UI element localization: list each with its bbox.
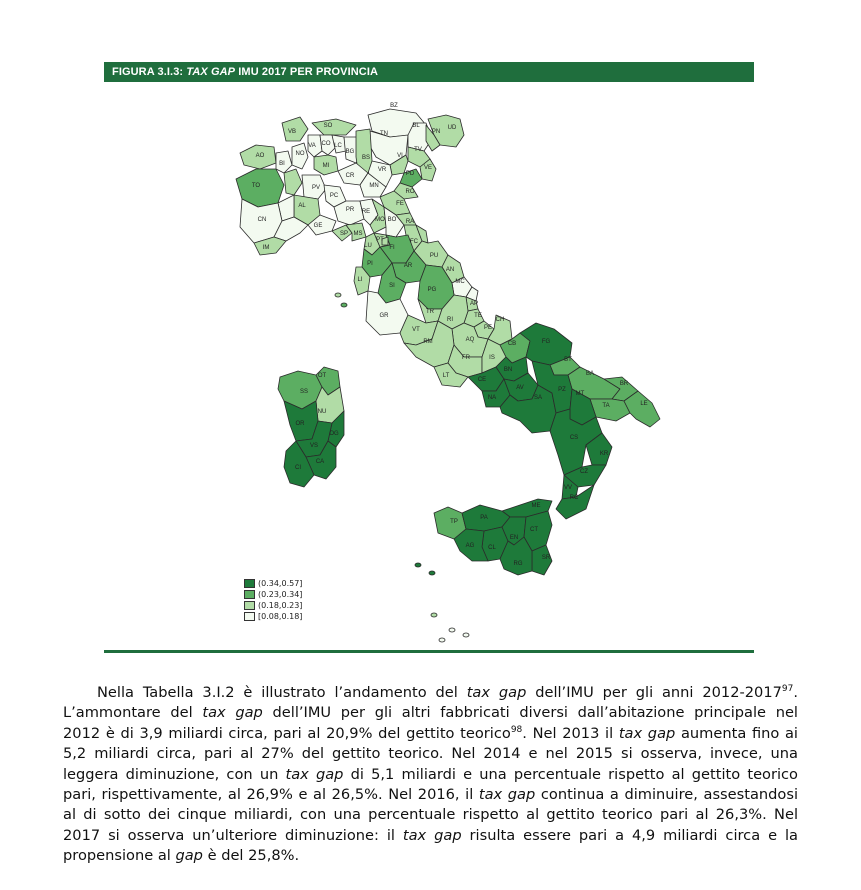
province-label-pg: PG (427, 287, 437, 293)
province-label-tr: TR (426, 309, 434, 315)
island-shape (335, 293, 341, 297)
footnote-ref[interactable]: 98 (510, 724, 523, 735)
province-label-mt: MT (575, 391, 585, 397)
province-label-bs: BS (361, 155, 371, 161)
legend-swatch (244, 601, 255, 610)
legend-item-class1: (0.34,0.57] (244, 578, 302, 589)
province-label-cs: CS (569, 435, 579, 441)
text-line: L’ammontare del tax gap dell’IMU per gli altri fabbricati diversi dall’abitazione principale nel (63, 704, 798, 722)
province-pr (334, 201, 364, 225)
province-label-ar: AR (403, 263, 413, 269)
province-label-kr: KR (599, 451, 609, 457)
island-shape (429, 571, 435, 575)
province-label-bn: BN (503, 367, 513, 373)
province-label-mn: MN (369, 183, 379, 189)
province-label-ve: VE (423, 165, 433, 171)
province-label-ap: AP (469, 301, 479, 307)
legend-swatch (244, 590, 255, 599)
province-label-ba: BA (585, 371, 595, 377)
section-divider (104, 650, 754, 653)
province-label-bo: BO (387, 217, 397, 223)
province-label-vr: VR (377, 167, 387, 173)
province-label-og: OG (329, 431, 339, 437)
province-label-ao: AO (255, 153, 265, 159)
province-label-sp: SP (339, 231, 349, 237)
province-label-pc: PC (329, 193, 339, 199)
island-shape (341, 303, 347, 307)
province-label-bi: BI (279, 161, 285, 167)
province-label-rm: RM (423, 339, 433, 345)
province-label-ca: CA (315, 459, 325, 465)
province-so (312, 119, 356, 135)
province-label-vb: VB (287, 129, 297, 135)
province-label-en: EN (509, 535, 519, 541)
province-label-br: BR (619, 381, 629, 387)
province-label-nu: NU (317, 409, 327, 415)
province-label-pu: PU (429, 253, 439, 259)
province-label-mc: MC (455, 279, 465, 285)
text-line: pari, rispettivamente, al 26,9% e al 26,5%. Nel 2016, il tax gap continua a diminuire, assestandosi (63, 786, 798, 804)
province-label-rg: RG (513, 561, 523, 567)
province-label-ra: RA (405, 219, 415, 225)
legend-swatch (244, 612, 255, 621)
province-label-ms: MS (353, 231, 363, 237)
province-label-cz: CZ (580, 469, 588, 475)
province-label-tv: TV (414, 147, 422, 153)
island-shape (463, 633, 469, 637)
province-label-ch: CH (495, 317, 505, 323)
province-label-vs: VS (309, 443, 319, 449)
figure-title: FIGURA 3.I.3: TAX GAP IMU 2017 PER PROVINCIA (104, 62, 754, 82)
province-label-rc: RC (569, 495, 579, 501)
province-label-vv: VV (563, 485, 573, 491)
province-label-bl: BL (412, 123, 420, 129)
province-label-pr: PR (345, 207, 355, 213)
province-label-pe: PE (483, 325, 493, 331)
province-label-tn: TN (380, 131, 388, 137)
province-label-mi: MI (322, 163, 330, 169)
province-label-ce: CE (477, 377, 487, 383)
province-label-or: OR (295, 421, 305, 427)
legend-swatch (244, 579, 255, 588)
province-label-ag: AG (465, 543, 475, 549)
body-paragraph (63, 683, 798, 867)
province-label-vt: VT (412, 327, 420, 333)
legend-item-class3: (0.18,0.23] (244, 600, 302, 611)
province-label-na: NA (487, 395, 497, 401)
province-label-re: RE (361, 209, 371, 215)
island-shape (439, 638, 445, 642)
province-label-cb: CB (507, 341, 517, 347)
island-shape (431, 613, 437, 617)
province-label-lt: LT (442, 373, 450, 379)
text-line: Nella Tabella 3.I.2 è illustrato l’andamento del tax gap dell’IMU per gli anni 2012-2017$^{97}$. (97, 684, 798, 701)
province-label-cl: CL (488, 545, 496, 551)
province-label-mo: MO (375, 217, 385, 223)
province-label-si: SI (389, 283, 395, 289)
province-label-ri: RI (447, 317, 453, 323)
legend-item-class2: (0.23,0.34] (244, 589, 302, 600)
map-legend (244, 578, 302, 622)
province-label-is: IS (489, 355, 495, 361)
province-label-gr: GR (379, 313, 389, 319)
province-label-pa: PA (480, 515, 488, 521)
province-label-al: AL (298, 203, 306, 209)
province-label-fc: FC (410, 239, 418, 245)
province-label-pz: PZ (558, 387, 566, 393)
province-label-pv: PV (311, 185, 321, 191)
province-label-fe: FE (396, 201, 404, 207)
province-label-ot: OT (317, 373, 327, 379)
italy-province-map (220, 95, 680, 655)
province-label-pn: PN (431, 129, 441, 135)
province-label-no: NO (295, 151, 305, 157)
province-label-to: TO (251, 183, 261, 189)
text-line: al di sotto dei cinque miliardi, con una percentuale rispetto al gettito teorico pari al 26,3%. Nel (63, 806, 798, 824)
province-vc (284, 169, 302, 195)
province-label-ge: GE (313, 223, 323, 229)
province-label-ct: CT (530, 527, 538, 533)
province-label-bz: BZ (390, 103, 398, 109)
province-label-ci: CI (295, 465, 301, 471)
island-shape (415, 563, 421, 567)
province-label-fr: FR (462, 355, 470, 361)
text-line: leggera diminuzione, con un tax gap di 5,1 miliardi e una percentuale rispetto al gettito teorico (63, 765, 798, 783)
province-label-bt: BT (564, 357, 572, 363)
province-label-te: TE (474, 313, 482, 319)
province-label-pi: PI (367, 261, 373, 267)
province-label-pd: PD (405, 171, 415, 177)
province-label-le: LE (640, 401, 648, 407)
province-label-fg: FG (541, 339, 551, 345)
province-label-ta: TA (602, 403, 610, 409)
province-label-tp: TP (450, 519, 458, 525)
province-label-cr: CR (345, 173, 355, 179)
province-label-ro: RO (405, 189, 415, 195)
province-label-va: VA (308, 143, 316, 149)
text-line: 2012 è di 3,9 miliardi circa, pari al 20,9% del gettito teorico$^{98}$. Nel 2013 il tax gap aumenta fino ai (63, 724, 798, 742)
province-label-ud: UD (447, 125, 457, 131)
text-line: 5,2 miliardi circa, pari al 27% del gettito teorico. Nel 2014 e nel 2015 si osserva, invece, una (63, 745, 798, 763)
province-label-cn: CN (257, 217, 267, 223)
text-line: 2017 si osserva un’ulteriore diminuzione: il tax gap risulta essere pari a 4,9 miliardi circa e la (63, 826, 798, 844)
island-shape (449, 628, 455, 632)
province-label-pt: PT (376, 237, 384, 243)
province-label-im: IM (262, 245, 270, 251)
province-label-bg: BG (345, 149, 355, 155)
province-label-lc: LC (334, 143, 342, 149)
province-label-av: AV (516, 385, 524, 391)
province-label-sr: SR (541, 555, 551, 561)
province-label-fi: FI (389, 245, 395, 251)
province-label-me: ME (531, 503, 541, 509)
text-line: propensione al gap è del 25,8%. (63, 847, 300, 865)
legend-item-class4: [0.08,0.18] (244, 611, 302, 622)
province-label-vi: VI (397, 153, 403, 159)
province-label-sa: SA (533, 395, 543, 401)
province-label-co: CO (321, 141, 331, 147)
province-label-so: SO (323, 123, 333, 129)
province-label-an: AN (445, 267, 455, 273)
province-label-lu: LU (364, 243, 372, 249)
footnote-ref[interactable]: 97 (781, 684, 794, 695)
province-label-ss: SS (299, 389, 309, 395)
province-label-aq: AQ (465, 337, 475, 343)
province-label-li: LI (357, 277, 363, 283)
